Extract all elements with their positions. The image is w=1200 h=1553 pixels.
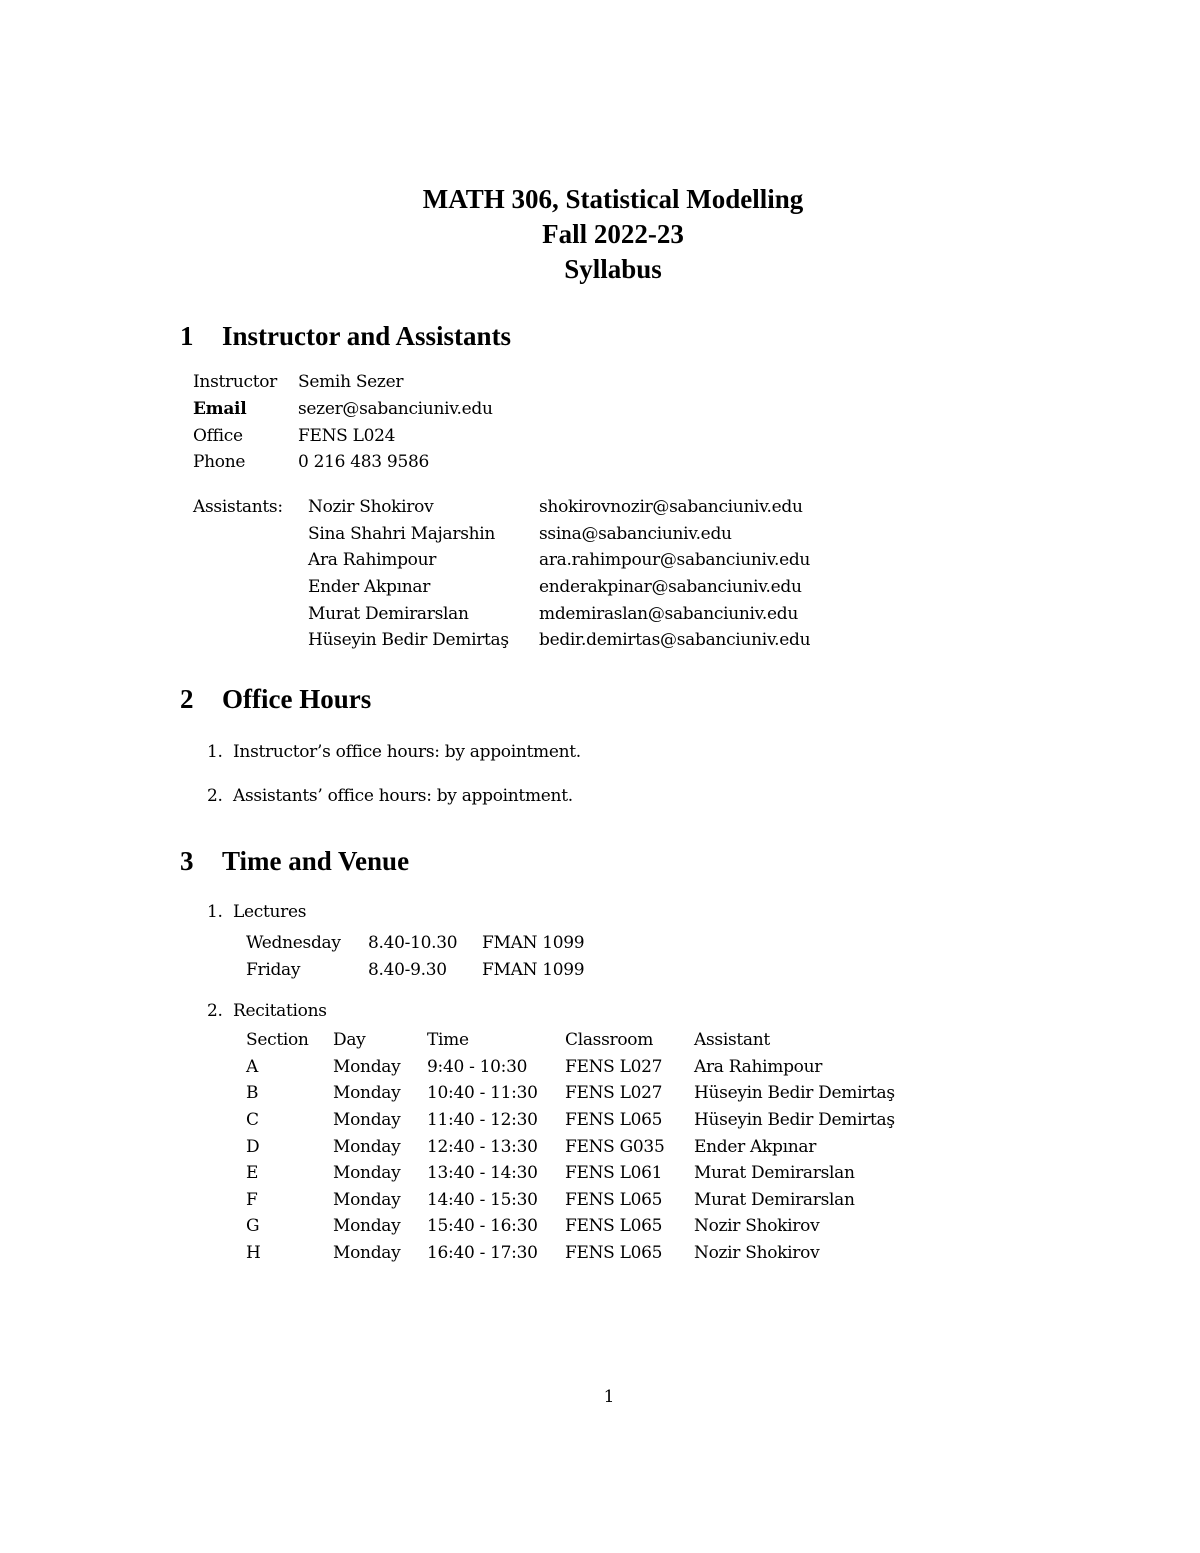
- section-number: 3: [180, 846, 194, 876]
- recitations-item: [207, 1000, 327, 1022]
- list-text: Lectures: [233, 902, 307, 922]
- table-cell: H: [246, 1243, 261, 1264]
- table-cell: 12:40 - 13:30: [427, 1136, 538, 1157]
- section-title: Instructor and Assistants: [222, 321, 512, 351]
- table-row: [246, 1080, 895, 1107]
- table-row: [193, 547, 810, 574]
- list-marker: 1.: [207, 742, 223, 762]
- table-row: [193, 422, 493, 449]
- table-cell: 15:40 - 16:30: [427, 1216, 538, 1237]
- list-marker: 1.: [207, 902, 223, 922]
- lecture-room: FMAN 1099: [482, 959, 585, 980]
- email-label: Email: [193, 399, 247, 420]
- list-text: Assistants’ office hours: by appointment.: [233, 786, 573, 806]
- section-number: 1: [180, 321, 194, 351]
- lecture-day: Friday: [246, 959, 301, 980]
- table-cell: Hüseyin Bedir Demirtaş: [694, 1083, 895, 1104]
- section-title: Office Hours: [222, 684, 372, 714]
- list-text: Recitations: [233, 1001, 327, 1021]
- column-header: Assistant: [694, 1030, 770, 1051]
- lectures-table: [246, 929, 584, 983]
- recitations-table: [246, 1027, 895, 1266]
- table-row: [193, 369, 493, 396]
- table-row: [246, 956, 584, 983]
- table-row: [246, 1054, 895, 1081]
- table-cell: C: [246, 1110, 259, 1131]
- table-cell: 16:40 - 17:30: [427, 1243, 538, 1264]
- table-cell: FENS L065: [565, 1110, 663, 1131]
- table-row: [193, 627, 810, 654]
- assistant-name: Murat Demirarslan: [308, 603, 469, 624]
- table-cell: G: [246, 1216, 260, 1237]
- table-cell: E: [246, 1163, 259, 1184]
- assistant-email: bedir.demirtas@sabanciuniv.edu: [539, 630, 811, 651]
- lecture-room: FMAN 1099: [482, 932, 585, 953]
- table-cell: Ara Rahimpour: [694, 1056, 823, 1077]
- table-header-row: [246, 1027, 895, 1054]
- table-cell: 14:40 - 15:30: [427, 1189, 538, 1210]
- phone-value: 0 216 483 9586: [298, 452, 429, 473]
- instructor-label: Instructor: [193, 372, 278, 393]
- lectures-item: [207, 901, 306, 923]
- assistant-name: Ender Akpınar: [308, 577, 431, 598]
- table-cell: B: [246, 1083, 259, 1104]
- list-item: [207, 785, 573, 807]
- table-cell: Monday: [333, 1216, 401, 1237]
- assistant-email: shokirovnozir@sabanciuniv.edu: [539, 497, 803, 518]
- table-cell: FENS L027: [565, 1056, 663, 1077]
- table-row: [193, 600, 810, 627]
- assistant-email: ssina@sabanciuniv.edu: [539, 523, 732, 544]
- assistant-email: ara.rahimpour@sabanciuniv.edu: [539, 550, 811, 571]
- course-title: MATH 306, Statistical Modelling: [422, 184, 804, 214]
- table-cell: Monday: [333, 1189, 401, 1210]
- section-heading-instructors: [180, 320, 511, 352]
- instructor-value: Semih Sezer: [298, 372, 404, 393]
- table-row: [246, 1240, 895, 1267]
- table-row: [193, 396, 493, 423]
- email-value: sezer@sabanciuniv.edu: [298, 399, 493, 420]
- table-cell: Monday: [333, 1110, 401, 1131]
- table-cell: A: [246, 1056, 258, 1077]
- table-cell: FENS L061: [565, 1163, 663, 1184]
- table-cell: F: [246, 1189, 258, 1210]
- section-heading-office-hours: [180, 683, 371, 715]
- list-item: [207, 741, 581, 763]
- column-header: Time: [427, 1030, 469, 1051]
- table-cell: Ender Akpınar: [694, 1136, 817, 1157]
- assistants-label: Assistants:: [193, 497, 283, 518]
- table-cell: FENS L027: [565, 1083, 663, 1104]
- table-cell: 13:40 - 14:30: [427, 1163, 538, 1184]
- table-row: [193, 574, 810, 601]
- section-number: 2: [180, 684, 194, 714]
- table-cell: Monday: [333, 1163, 401, 1184]
- term-title: Fall 2022-23: [542, 219, 684, 249]
- table-row: [246, 1107, 895, 1134]
- assistants-table: [193, 494, 810, 654]
- list-marker: 2.: [207, 786, 223, 806]
- table-row: [193, 494, 810, 521]
- table-cell: Monday: [333, 1136, 401, 1157]
- table-cell: Monday: [333, 1056, 401, 1077]
- list-text: Instructor’s office hours: by appointment.: [233, 742, 581, 762]
- table-row: [246, 1160, 895, 1187]
- table-cell: 11:40 - 12:30: [427, 1110, 538, 1131]
- table-cell: Murat Demirarslan: [694, 1189, 855, 1210]
- list-marker: 2.: [207, 1001, 223, 1021]
- office-value: FENS L024: [298, 425, 396, 446]
- lecture-day: Wednesday: [246, 932, 341, 953]
- table-cell: Hüseyin Bedir Demirtaş: [694, 1110, 895, 1131]
- column-header: Section: [246, 1030, 309, 1051]
- section-title: Time and Venue: [222, 846, 410, 876]
- column-header: Classroom: [565, 1030, 654, 1051]
- table-row: [246, 1213, 895, 1240]
- table-cell: FENS L065: [565, 1189, 663, 1210]
- table-cell: FENS G035: [565, 1136, 665, 1157]
- assistant-name: Sina Shahri Majarshin: [308, 523, 496, 544]
- table-cell: Murat Demirarslan: [694, 1163, 855, 1184]
- table-cell: FENS L065: [565, 1243, 663, 1264]
- table-cell: Monday: [333, 1243, 401, 1264]
- table-cell: 9:40 - 10:30: [427, 1056, 528, 1077]
- table-cell: Nozir Shokirov: [694, 1243, 820, 1264]
- instructor-info-table: [193, 369, 493, 476]
- table-cell: 10:40 - 11:30: [427, 1083, 538, 1104]
- assistant-email: mdemiraslan@sabanciuniv.edu: [539, 603, 799, 624]
- assistant-name: Ara Rahimpour: [308, 550, 437, 571]
- office-label: Office: [193, 425, 243, 446]
- lecture-time: 8.40-9.30: [368, 959, 447, 980]
- syllabus-title: Syllabus: [564, 254, 662, 284]
- table-row: [193, 521, 810, 548]
- lecture-time: 8.40-10.30: [368, 932, 458, 953]
- page-number: 1: [603, 1387, 615, 1407]
- table-cell: FENS L065: [565, 1216, 663, 1237]
- assistant-name: Hüseyin Bedir Demirtaş: [308, 630, 509, 651]
- table-row: [246, 1187, 895, 1214]
- section-heading-time-venue: [180, 845, 409, 877]
- assistant-name: Nozir Shokirov: [308, 497, 434, 518]
- table-row: [246, 1133, 895, 1160]
- table-cell: Monday: [333, 1083, 401, 1104]
- table-row: [246, 929, 584, 956]
- assistant-email: enderakpinar@sabanciuniv.edu: [539, 577, 802, 598]
- table-cell: D: [246, 1136, 260, 1157]
- table-row: [193, 449, 493, 476]
- column-header: Day: [333, 1030, 366, 1051]
- phone-label: Phone: [193, 452, 246, 473]
- table-cell: Nozir Shokirov: [694, 1216, 820, 1237]
- document-title: [0, 182, 1200, 287]
